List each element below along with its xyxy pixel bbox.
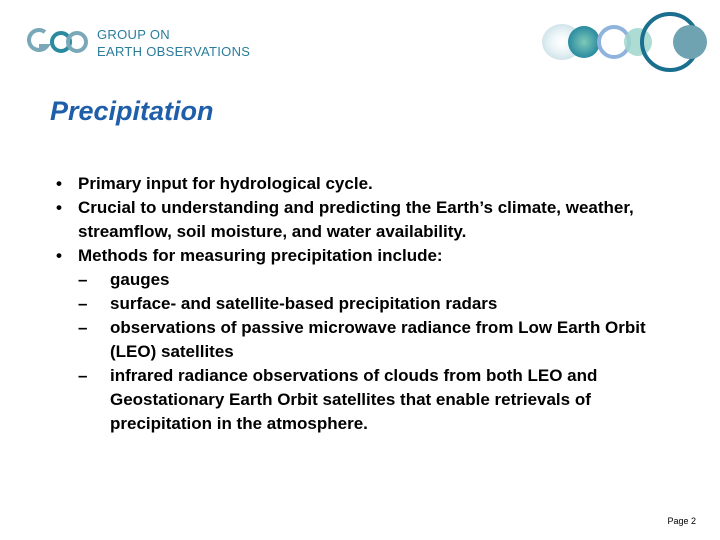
slide-body xyxy=(56,172,696,436)
logo-wordmark xyxy=(97,26,250,60)
page-number: Page 2 xyxy=(667,516,696,526)
bullet-text: Methods for measuring precipitation include: xyxy=(78,246,443,265)
sub-bullet-text: surface- and satellite-based precipitation radars xyxy=(110,294,498,313)
bullet-text: Primary input for hydrological cycle. xyxy=(78,174,373,193)
bullet-text: Crucial to understanding and predicting the Earth’s climate, weather, streamflow, soil moisture, and water availability. xyxy=(78,198,634,241)
logo-line-2: EARTH OBSERVATIONS xyxy=(97,44,251,59)
logo-line-1: GROUP ON xyxy=(97,27,170,42)
sub-bullet-item xyxy=(56,292,696,316)
sub-bullet-marker: – xyxy=(78,270,88,289)
sub-bullet-marker: – xyxy=(78,318,88,337)
bullet-marker: • xyxy=(56,198,62,217)
slide-title: Precipitation xyxy=(50,96,214,126)
bullet-item xyxy=(56,244,696,268)
sub-bullet-text: infrared radiance observations of clouds from both LEO and Geostationary Earth Orbit satellites that enable retrievals of precipitation in the atmosphere. xyxy=(110,366,598,433)
bullet-marker: • xyxy=(56,246,62,265)
sub-bullet-item xyxy=(56,268,696,292)
geo-logo xyxy=(27,24,287,64)
sub-bullet-marker: – xyxy=(78,294,88,313)
geo-logo-mark-icon xyxy=(27,24,91,60)
sub-bullet-item xyxy=(56,316,696,364)
bullet-marker: • xyxy=(56,174,62,193)
sub-bullet-item xyxy=(56,364,696,436)
sub-bullet-marker: – xyxy=(78,366,88,385)
sub-bullet-text: gauges xyxy=(110,270,170,289)
bullet-item xyxy=(56,196,696,244)
sub-bullet-text: observations of passive microwave radiance from Low Earth Orbit (LEO) satellites xyxy=(110,318,646,361)
bullet-item xyxy=(56,172,696,196)
geo-circles-icon xyxy=(540,8,715,78)
